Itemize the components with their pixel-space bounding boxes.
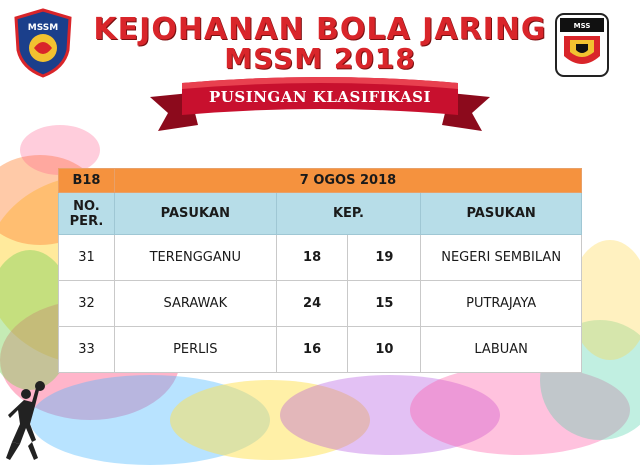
away-score: 10 (348, 327, 421, 373)
away-team: LABUAN (421, 327, 582, 373)
category-cell: B18 (59, 169, 115, 193)
table-row (59, 327, 582, 373)
column-header-no: NO. PER. (59, 193, 115, 235)
home-team: TERENGGANU (114, 235, 276, 281)
match-number: 32 (59, 281, 115, 327)
column-header-team-a: PASUKAN (114, 193, 276, 235)
column-header-row (59, 193, 582, 235)
table-row (59, 281, 582, 327)
home-team: PERLIS (114, 327, 276, 373)
date-cell: 7 OGOS 2018 (114, 169, 581, 193)
match-number: 31 (59, 235, 115, 281)
away-team: PUTRAJAYA (421, 281, 582, 327)
home-score: 24 (276, 281, 348, 327)
event-year-title: MSSM 2018 (224, 42, 416, 75)
table-row (59, 235, 582, 281)
event-title: KEJOHANAN BOLA JARING (93, 12, 547, 47)
away-score: 19 (348, 235, 421, 281)
round-title: PUSINGAN KLASIFIKASI (209, 88, 431, 106)
svg-text:MSS: MSS (573, 22, 591, 30)
match-number: 33 (59, 327, 115, 373)
home-score: 18 (276, 235, 348, 281)
svg-text:MSSM: MSSM (27, 23, 59, 33)
ribbon-banner (150, 75, 490, 145)
column-header-team-b: PASUKAN (421, 193, 582, 235)
column-header-score: KEP. (276, 193, 421, 235)
home-score: 16 (276, 327, 348, 373)
results-table (58, 168, 582, 373)
table-header-row (59, 169, 582, 193)
away-score: 15 (348, 281, 421, 327)
home-team: SARAWAK (114, 281, 276, 327)
mssm-logo (12, 8, 74, 78)
netball-player-silhouette (2, 380, 50, 462)
away-team: NEGERI SEMBILAN (421, 235, 582, 281)
